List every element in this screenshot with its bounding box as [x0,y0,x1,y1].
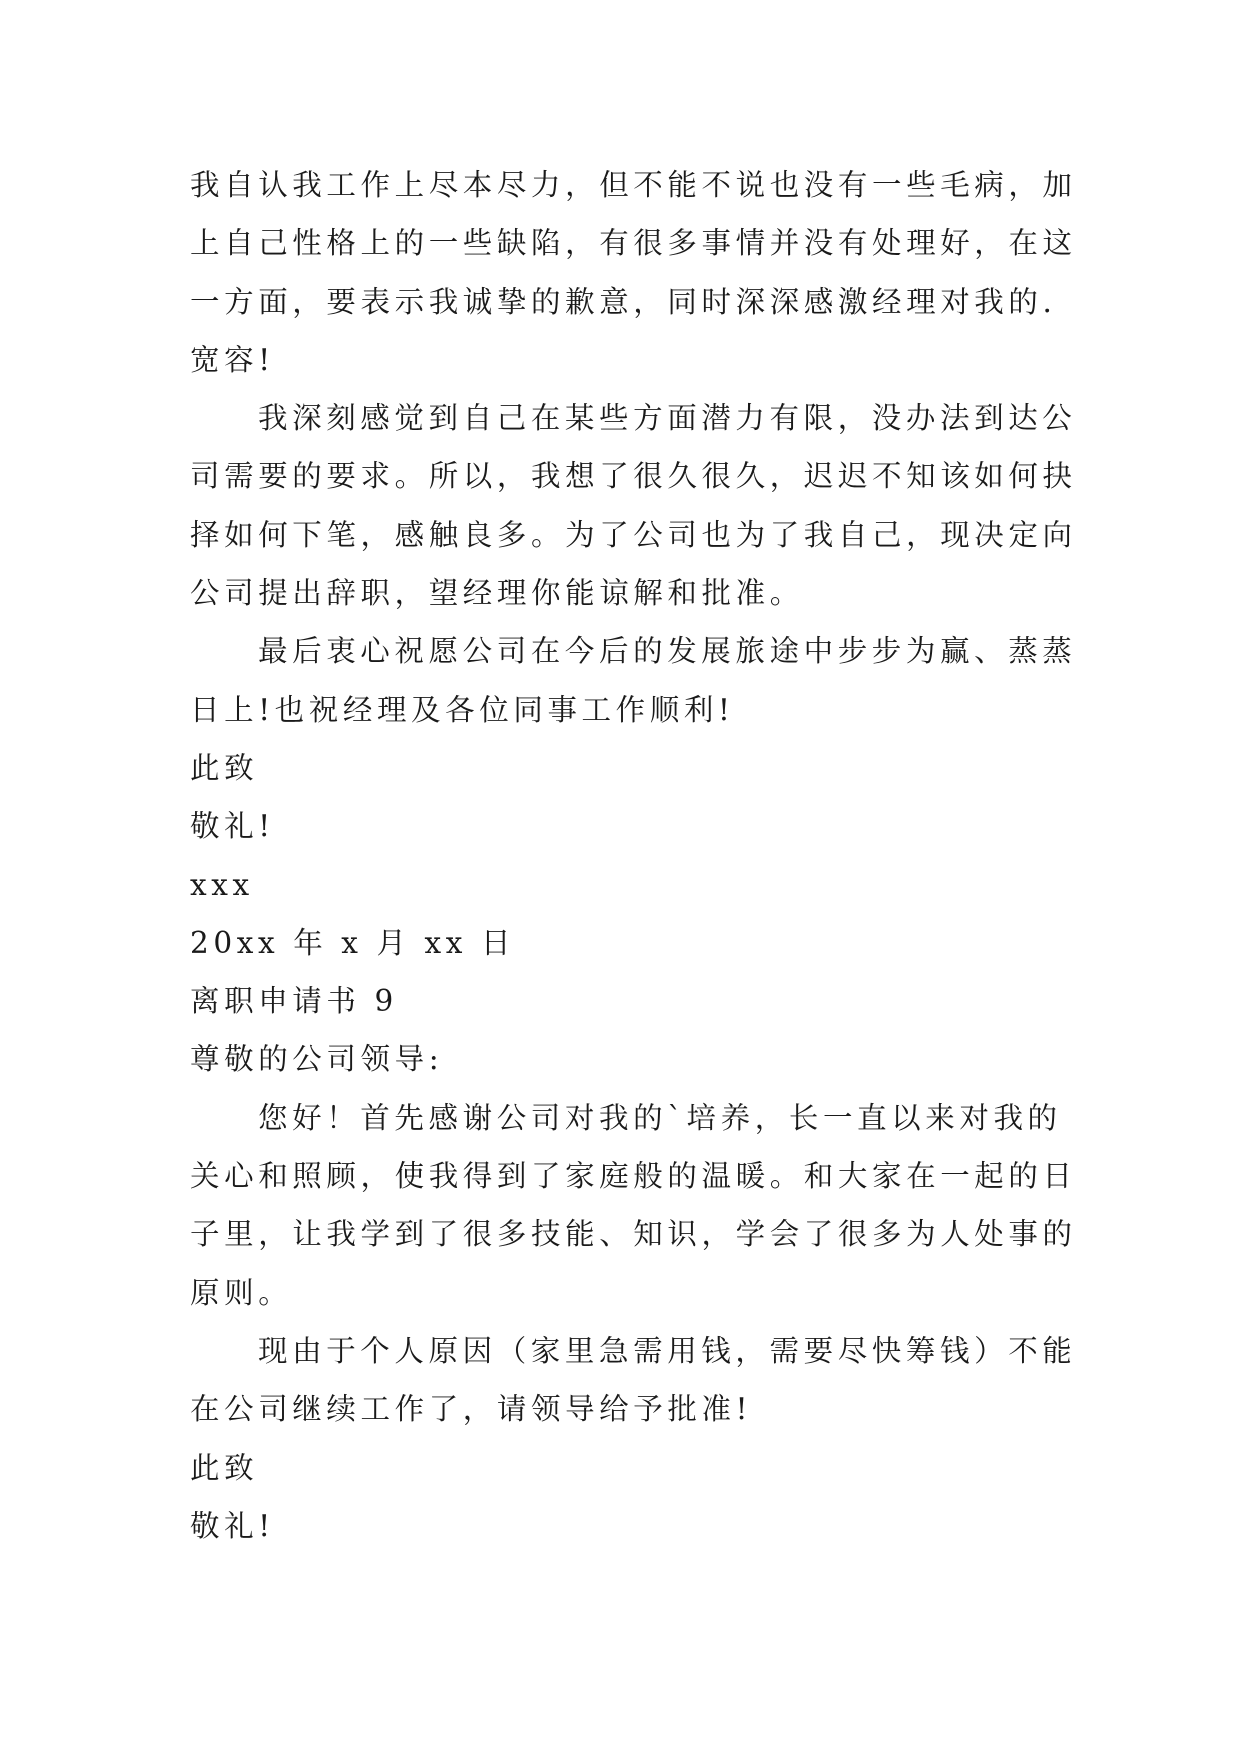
document-page [190,156,1077,1555]
body-line-18: 关心和照顾，使我得到了家庭般的温暖。和大家在一起的日 [190,1159,1077,1194]
closing-salutation-1: 此致 [190,750,259,785]
body-line-4: 宽容! [190,342,275,377]
signature-date: 20xx 年 x 月 xx 日 [190,925,516,960]
section-heading: 离职申请书 9 [190,984,398,1019]
body-line-3: 一方面，要表示我诚挚的歉意，同时深深感激经理对我的. [190,284,1057,319]
body-line-5: 我深刻感觉到自己在某些方面潜力有限，没办法到达公 [258,401,1077,436]
body-line-19: 子里，让我学到了很多技能、知识，学会了很多为人处事的 [190,1217,1077,1252]
body-line-21: 现由于个人原因（家里急需用钱，需要尽快筹钱）不能 [258,1333,1077,1368]
closing-salutation-2: 此致 [190,1450,259,1485]
closing-regards-1: 敬礼! [190,809,275,844]
body-line-10: 日上!也祝经理及各位同事工作顺利! [190,692,735,727]
body-line-1: 我自认我工作上尽本尽力，但不能不说也没有一些毛病，加 [190,168,1077,202]
body-line-22: 在公司继续工作了，请领导给予批准! [190,1392,753,1427]
signature-name: xxx [190,867,254,902]
letter-greeting: 尊敬的公司领导: [190,1042,444,1077]
body-line-17: 您好！首先感谢公司对我的`培养，长一直以来对我的 [258,1100,1062,1135]
body-line-9: 最后衷心祝愿公司在今后的发展旅途中步步为赢、蒸蒸 [258,634,1077,669]
body-line-6: 司需要的要求。所以，我想了很久很久，迟迟不知该如何抉 [190,459,1077,494]
body-line-7: 择如何下笔，感触良多。为了公司也为了我自己，现决定向 [190,517,1077,552]
body-line-20: 原则。 [190,1275,293,1310]
closing-regards-2: 敬礼! [190,1508,275,1543]
body-line-2: 上自己性格上的一些缺陷，有很多事情并没有处理好，在这 [190,226,1077,261]
body-line-8: 公司提出辞职，望经理你能谅解和批准。 [190,576,804,611]
